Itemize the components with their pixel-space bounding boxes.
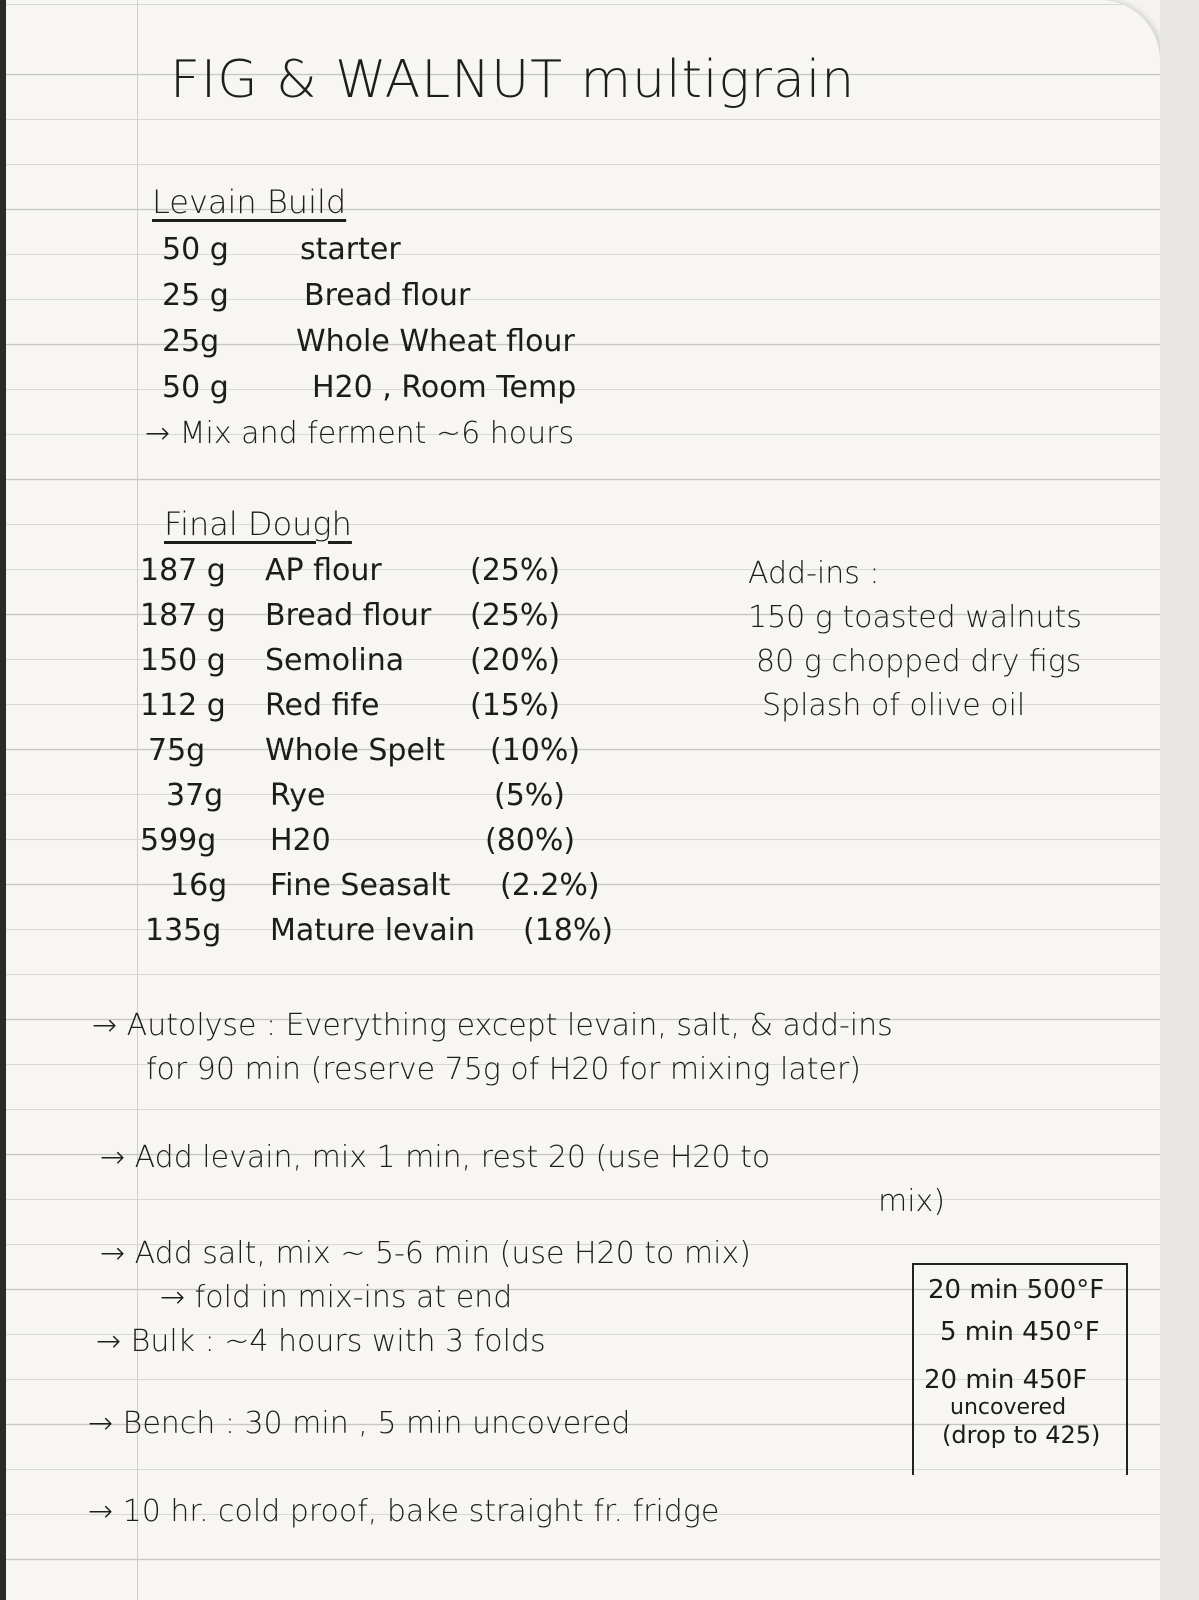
dough-percent: (15%)	[470, 688, 561, 723]
dough-qty: 135g	[145, 913, 222, 948]
step-add-levain: → Add levain, mix 1 min, rest 20 (use H20 to	[100, 1140, 771, 1175]
final-dough-heading: Final Dough	[164, 505, 352, 543]
dough-percent: (5%)	[494, 778, 566, 813]
dough-percent: (18%)	[523, 913, 614, 948]
step-autolyse-cont: for 90 min (reserve 75g of H20 for mixing later)	[146, 1052, 862, 1087]
levain-qty: 50 g	[162, 370, 229, 405]
levain-ingredient: starter	[300, 232, 401, 267]
levain-ingredient: H20 , Room Temp	[312, 370, 577, 405]
bake-step: 20 min 500°F	[928, 1275, 1105, 1305]
step-autolyse: → Autolyse : Everything except levain, salt, & add-ins	[92, 1008, 893, 1043]
levain-qty: 25g	[162, 324, 220, 359]
levain-ingredient: Whole Wheat flour	[296, 324, 575, 359]
dough-ingredient: Rye	[270, 778, 326, 813]
margin-line	[137, 0, 138, 1600]
bake-step: 5 min 450°F	[940, 1317, 1100, 1347]
add-in-item: 150 g toasted walnuts	[748, 600, 1082, 635]
dough-qty: 187 g	[140, 598, 226, 633]
bake-step: 20 min 450F	[924, 1365, 1088, 1395]
dough-ingredient: Fine Seasalt	[270, 868, 451, 903]
bake-step-note: (drop to 425)	[942, 1421, 1101, 1449]
dough-percent: (80%)	[485, 823, 576, 858]
step-fold-mixins: → fold in mix-ins at end	[160, 1280, 513, 1315]
recipe-title: FIG & WALNUT multigrain	[170, 50, 856, 110]
dough-qty: 187 g	[140, 553, 226, 588]
dough-ingredient: Whole Spelt	[265, 733, 445, 768]
dough-percent: (10%)	[490, 733, 581, 768]
dough-ingredient: Bread flour	[265, 598, 432, 633]
bake-step-note: uncovered	[950, 1395, 1067, 1420]
add-in-item: 80 g chopped dry figs	[756, 644, 1082, 679]
dough-ingredient: AP flour	[265, 553, 382, 588]
add-in-item: Splash of olive oil	[762, 688, 1026, 723]
levain-qty: 25 g	[162, 278, 229, 313]
dough-ingredient: Semolina	[265, 643, 405, 678]
levain-heading: Levain Build	[152, 183, 347, 221]
add-ins-heading: Add-ins :	[748, 556, 880, 591]
levain-qty: 50 g	[162, 232, 229, 267]
step-cold-proof: → 10 hr. cold proof, bake straight fr. fridge	[88, 1494, 720, 1529]
dough-ingredient: H20	[270, 823, 331, 858]
dough-ingredient: Mature levain	[270, 913, 475, 948]
dough-percent: (2.2%)	[500, 868, 600, 903]
dough-qty: 75g	[148, 733, 206, 768]
dough-qty: 16g	[170, 868, 228, 903]
levain-ingredient: Bread flour	[304, 278, 471, 313]
dough-qty: 37g	[166, 778, 224, 813]
step-add-levain-cont: mix)	[878, 1184, 946, 1219]
dough-qty: 112 g	[140, 688, 226, 723]
step-bulk: → Bulk : ~4 hours with 3 folds	[96, 1324, 546, 1359]
page-edge-shadow	[0, 0, 6, 1600]
dough-percent: (25%)	[470, 553, 561, 588]
background-surface	[1160, 0, 1199, 1600]
bake-schedule-box	[912, 1263, 1128, 1475]
dough-qty: 150 g	[140, 643, 226, 678]
dough-ingredient: Red fife	[265, 688, 380, 723]
dough-percent: (25%)	[470, 598, 561, 633]
levain-note: → Mix and ferment ~6 hours	[145, 416, 575, 451]
dough-qty: 599g	[140, 823, 217, 858]
step-add-salt: → Add salt, mix ~ 5-6 min (use H20 to mix)	[100, 1236, 751, 1271]
dough-percent: (20%)	[470, 643, 561, 678]
step-bench: → Bench : 30 min , 5 min uncovered	[88, 1406, 631, 1441]
